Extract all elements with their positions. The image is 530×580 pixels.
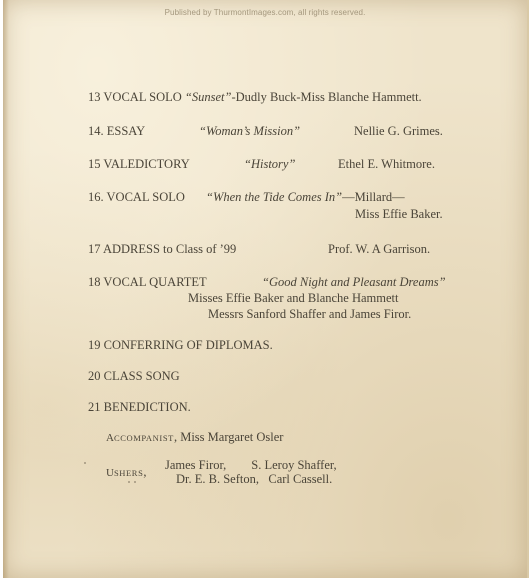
item-18-piece: “Good Night and Pleasant Dreams” <box>262 275 446 289</box>
item-piece: “Sunset” <box>184 90 232 104</box>
program-item-21 <box>88 400 191 415</box>
item-15-performer: Ethel E. Whitmore. <box>338 157 435 171</box>
item-number: 15 <box>88 157 101 171</box>
item-number: 18 <box>88 275 101 289</box>
program-item-19 <box>88 338 273 353</box>
program-item-18 <box>88 275 207 290</box>
ushers-label-rest: SHERS <box>113 468 144 478</box>
item-number: 16. <box>88 190 104 204</box>
accompanist-line <box>106 430 283 445</box>
item-number: 14. <box>88 124 104 138</box>
item-composer: —Millard— <box>342 190 405 204</box>
program-item-13 <box>88 90 422 105</box>
ink-speck <box>84 462 86 464</box>
item-14-performer: Nellie G. Grimes. <box>354 124 443 138</box>
item-title: VOCAL SOLO <box>106 190 185 204</box>
item-piece: “When the Tide Comes In” <box>206 190 343 204</box>
item-title: VOCAL QUARTET <box>103 275 207 289</box>
program-item-14 <box>88 124 145 139</box>
item-18-performers-1: Misses Effie Baker and Blanche Hammett <box>188 291 399 305</box>
ushers-label <box>106 465 147 480</box>
item-16-piece-line <box>206 190 405 205</box>
ushers-label-cap: U <box>106 467 114 479</box>
item-title: CLASS SONG <box>103 369 180 383</box>
item-17-performer: Prof. W. A Garrison. <box>328 242 431 256</box>
ink-speck <box>134 481 136 483</box>
ushers-label-comma: , <box>143 465 147 479</box>
program-item-15 <box>88 157 190 172</box>
item-title: VOCAL SOLO <box>103 90 182 104</box>
accompanist-label-rest: CCOMPANIST <box>113 433 174 443</box>
ushers-names-1: James Firor, S. Leroy Shaffer, <box>165 458 337 472</box>
item-number: 13 <box>88 90 101 104</box>
item-title: ADDRESS to Class of ’99 <box>102 242 237 256</box>
ink-speck <box>128 481 130 483</box>
item-16-performer: Miss Effie Baker. <box>355 207 443 221</box>
ushers-names-2: Dr. E. B. Sefton, Carl Cassell. <box>176 472 333 486</box>
program-item-16 <box>88 190 185 205</box>
item-title: BENEDICTION. <box>103 400 191 414</box>
item-number: 20 <box>88 369 101 383</box>
item-title: CONFERRING OF DIPLOMAS. <box>103 338 273 352</box>
item-title: ESSAY <box>106 124 146 138</box>
item-number: 17 <box>88 242 101 256</box>
accompanist-name: , Miss Margaret Osler <box>173 430 284 444</box>
item-18-performers-2: Messrs Sanford Shaffer and James Firor. <box>208 307 412 321</box>
program-item-20 <box>88 369 180 384</box>
watermark: Published by ThurmontImages.com, all rights reserved. <box>164 8 366 17</box>
item-15-piece: “History” <box>244 157 296 171</box>
page-fold-shadow <box>3 0 9 578</box>
accompanist-label-cap: A <box>106 432 114 444</box>
item-number: 19 <box>88 338 101 352</box>
item-14-piece: “Woman’s Mission” <box>199 124 301 138</box>
item-title: VALEDICTORY <box>103 157 190 171</box>
item-number: 21 <box>88 400 101 414</box>
item-performer: -Dudly Buck-Miss Blanche Hammett. <box>231 90 422 104</box>
program-item-17 <box>88 242 236 257</box>
